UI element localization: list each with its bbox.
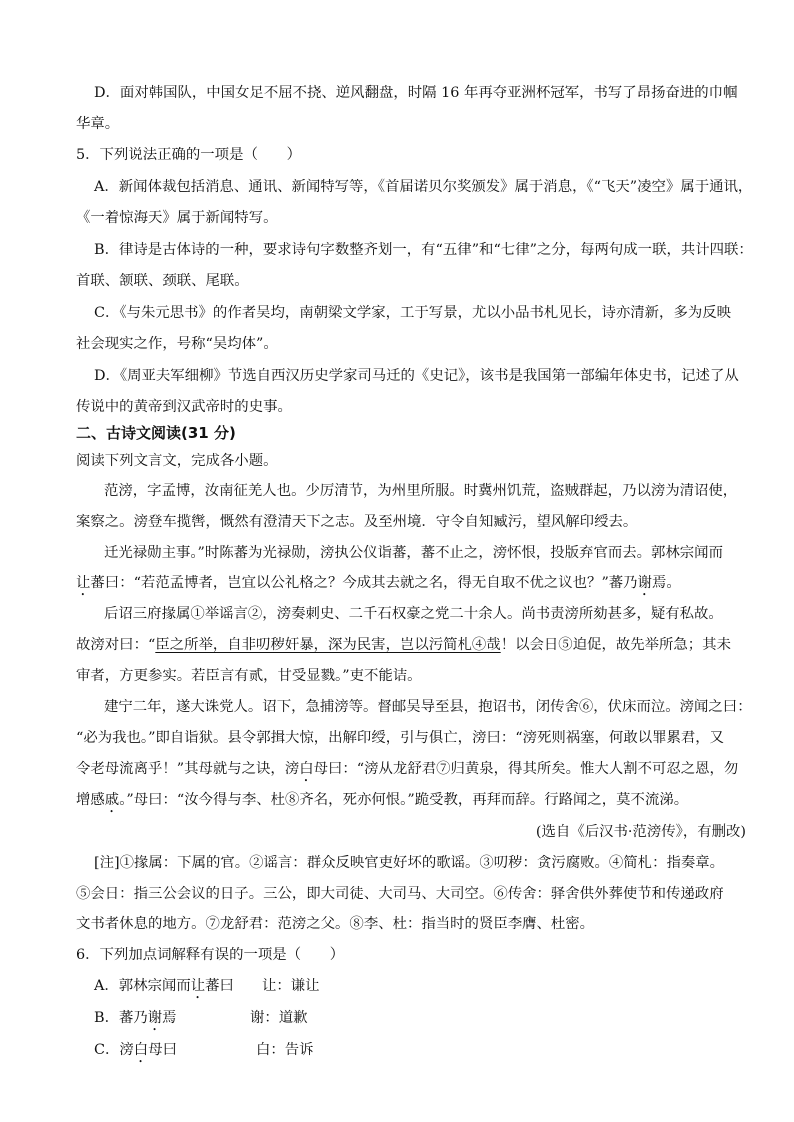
q4-option-d-line2: 华章。 (76, 116, 120, 132)
passage-p1-line2: 案察之。滂登车揽辔，慨然有澄清天下之志。及至州境．守令自知臧污，望风解印绶去。 (76, 514, 638, 530)
q5-option-d-line1: D．《周亚夫军细柳》节选自西汉历史学家司马迁的《史记》，该书是我国第一部编年体史书，记述了从 (94, 368, 739, 384)
q4-option-d-line1: D．面对韩国队，中国女足不屈不挠、逆风翻盘，时隔 16 年再夺亚洲杯冠军，书写了昂扬奋进的巾帼 (94, 85, 738, 101)
q5-option-b-line1: B．律诗是古体诗的一种，要求诗句字数整齐划一，有“五律”和“七律”之分，每两句成一联，共计四联： (94, 242, 753, 258)
q5-option-c-line1: C．《与朱元思书》的作者吴均，南朝梁文学家，工于写景，尤以小品书札见长，诗亦清新，多为反映 (94, 305, 732, 321)
dotted-word-xie: 谢 (637, 575, 652, 591)
passage-p4-line2: “必为我也。”即自诣狱。县令郭揖大惊，出解印绶，引与俱亡，滂曰：“滂死则祸塞，何敢以罪累君，又 (76, 730, 725, 746)
q6-option-c: C．滂白母曰 (94, 1042, 177, 1058)
passage-p4-line4: 增感戚。”母曰：“汝今得与李、杜⑧齐名，死亦何恨。”跪受教，再拜而辞。行路闻之，莫不流涕。 (76, 792, 689, 808)
passage-p4-line3: 令老母流离乎！”其母就与之诀，滂白母曰：“滂从龙舒君⑦归黄泉，得其所矣。惟大人割不可忍之恩，勿 (76, 761, 739, 777)
passage-source: (选自《后汉书·范滂传》，有删改) (535, 824, 746, 840)
dotted-word-qi: 戚 (104, 792, 120, 808)
q6-option-a: A．郭林宗闻而让蕃曰 (94, 978, 234, 994)
q6-option-c-dotted: 白 (133, 1042, 149, 1058)
q5-option-c-line2: 社会现实之作，号称“吴均体”。 (76, 336, 278, 352)
q6-option-c-gloss: 白：告诉 (256, 1042, 314, 1058)
section-heading: 二、古诗文阅读(31 分) (76, 424, 236, 442)
passage-p3-line2: 故滂对曰：“臣之所举，自非叨秽奸暴，深为民害，岂以污简札④哉！以会日⑤迫促，故先举所急；其未 (76, 637, 731, 653)
q6-option-a-dotted: 让 (190, 978, 206, 994)
dotted-word-bai: 白 (299, 761, 314, 777)
passage-p4-line1: 建宁二年，遂大诛党人。诏下，急捕滂等。督邮吴导至县，抱诏书，闭传舍⑥，伏床而泣。滂闻之曰： (104, 699, 752, 715)
underlined-sentence: 臣之所举，自非叨秽奸暴，深为民害，岂以污简札④哉 (155, 637, 501, 653)
passage-p2-line2: 让蕃曰：“若范孟博者，岂宜以公礼格之？今成其去就之名，得无自取不优之议也？”蕃乃谢焉。 (76, 575, 681, 591)
dotted-word-rang: 让 (76, 575, 91, 591)
q5-option-b-line2: 首联、颔联、颈联、尾联。 (76, 273, 249, 289)
notes-line2: ⑤会日：指三公会议的日子。三公，即大司徒、大司马、大司空。⑥传舍：驿舍供外葬使节和传递政府 (76, 886, 724, 902)
q6-option-b-dotted: 谢 (147, 1010, 163, 1026)
q5-option-a-line2: 《一着惊海天》属于新闻特写。 (76, 210, 278, 226)
q6-option-b-gloss: 谢：道歉 (250, 1010, 308, 1026)
notes-line3: 文书者休息的地方。⑦龙舒君：范滂之父。⑧李、杜：指当时的贤臣李膺、杜密。 (76, 916, 595, 932)
passage-p1-line1: 范滂，字孟博，汝南征羌人也。少厉清节，为州里所服。时冀州饥荒，盗贼群起，乃以滂为清诏使， (104, 483, 738, 499)
section-intro: 阅读下列文言文，完成各小题。 (76, 453, 278, 469)
q6-option-b: B．蕃乃谢焉 (94, 1010, 177, 1026)
notes-line1: [注]①掾属：下属的官。②谣言：群众反映官吏好坏的歌谣。③叨秽：贪污腐败。④简札：指奏章。 (94, 855, 725, 871)
passage-p3-line1: 后诏三府掾属①举谣言②，滂奏刺史、二千石权豪之党二十余人。尚书责滂所劾甚多，疑有私故。 (104, 606, 723, 622)
passage-p3-line3: 审者，方更参实。若臣言有贰，甘受显戮。”吏不能诘。 (76, 668, 422, 684)
q5-option-d-line2: 传说中的黄帝到汉武帝时的史事。 (76, 399, 292, 415)
q6-stem: 6．下列加点词解释有误的一项是（ ） (76, 947, 345, 963)
passage-p2-line1: 迁光禄勋主事。”时陈蕃为光禄勋，滂执公仪诣蕃，蕃不止之，滂怀恨，投版弃官而去。郭林宗闻而 (104, 545, 723, 561)
q5-option-a-line1: A．新闻体裁包括消息、通讯、新闻特写等，《首届诺贝尔奖颁发》属于消息，《“飞天”凌空》属于通讯， (94, 179, 753, 195)
q5-stem: 5．下列说法正确的一项是（ ） (76, 147, 302, 163)
q6-option-a-gloss: 让：谦让 (262, 978, 320, 994)
